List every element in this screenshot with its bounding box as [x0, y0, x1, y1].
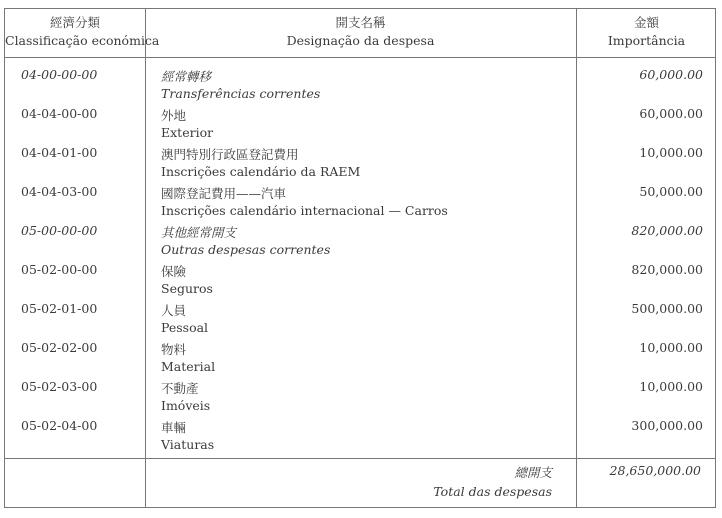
expense-table	[4, 8, 716, 508]
row-designation-zh: 保險	[161, 264, 187, 279]
row-code: 04-04-03-00	[21, 184, 98, 199]
row-code: 05-02-00-00	[21, 262, 98, 277]
total-amount: 28,650,000.00	[609, 463, 701, 478]
row-designation-pt: Exterior	[161, 125, 214, 140]
row-designation-pt: Transferências correntes	[161, 86, 321, 101]
row-designation-pt: Viaturas	[161, 437, 215, 452]
table-body	[5, 65, 717, 455]
total-label-pt: Total das despesas	[433, 484, 552, 499]
total-divider	[5, 458, 715, 459]
row-amount: 60,000.00	[639, 106, 703, 121]
row-designation-zh: 經常轉移	[161, 69, 212, 84]
header-classification	[5, 14, 160, 50]
header-classification-zh: 經濟分類	[49, 15, 100, 30]
header-divider	[5, 57, 715, 58]
header-amount-pt: Importância	[607, 33, 686, 48]
header-classification-pt: Classificação económica	[5, 33, 160, 48]
row-designation-zh: 外地	[161, 108, 187, 123]
header-amount	[576, 14, 717, 50]
row-amount: 10,000.00	[639, 340, 703, 355]
row-designation-zh: 物料	[161, 342, 187, 357]
table-row	[5, 104, 717, 143]
table-row	[5, 143, 717, 182]
header-designation-zh: 開支名稱	[335, 15, 386, 30]
table-row	[5, 65, 717, 104]
row-designation-pt: Imóveis	[161, 398, 211, 413]
row-code: 04-04-00-00	[21, 106, 98, 121]
total-label-zh: 總開支	[514, 465, 552, 480]
table-row	[5, 377, 717, 416]
row-amount: 500,000.00	[631, 301, 703, 316]
row-amount: 820,000.00	[631, 223, 703, 238]
row-code: 04-00-00-00	[21, 67, 98, 82]
row-designation-pt: Outras despesas correntes	[161, 242, 331, 257]
table-row	[5, 416, 717, 455]
table-row	[5, 260, 717, 299]
row-amount: 60,000.00	[639, 67, 703, 82]
row-amount: 10,000.00	[639, 379, 703, 394]
header-designation	[145, 14, 576, 50]
row-amount: 820,000.00	[631, 262, 703, 277]
row-code: 05-02-02-00	[21, 340, 98, 355]
row-amount: 300,000.00	[631, 418, 703, 433]
row-designation-pt: Inscrições calendário da RAEM	[161, 164, 361, 179]
row-code: 05-02-01-00	[21, 301, 98, 316]
table-row	[5, 338, 717, 377]
row-code: 04-04-01-00	[21, 145, 98, 160]
row-designation-zh: 不動產	[161, 381, 199, 396]
row-designation-pt: Material	[161, 359, 216, 374]
table-row	[5, 299, 717, 338]
header-amount-zh: 金額	[633, 15, 659, 30]
table-row	[5, 182, 717, 221]
row-designation-pt: Inscrições calendário internacional — Carros	[161, 203, 448, 218]
row-designation-zh: 車輛	[161, 420, 187, 435]
row-code: 05-00-00-00	[21, 223, 98, 238]
row-amount: 50,000.00	[639, 184, 703, 199]
row-code: 05-02-03-00	[21, 379, 98, 394]
row-designation-zh: 國際登記費用——汽車	[161, 186, 287, 201]
row-designation-zh: 澳門特別行政區登記費用	[161, 147, 299, 162]
row-designation-zh: 人員	[161, 303, 187, 318]
row-designation-pt: Seguros	[161, 281, 213, 296]
row-amount: 10,000.00	[639, 145, 703, 160]
row-designation-pt: Pessoal	[161, 320, 209, 335]
header-designation-pt: Designação da despesa	[286, 33, 435, 48]
row-designation-zh: 其他經常開支	[161, 225, 237, 240]
table-row	[5, 221, 717, 260]
row-code: 05-02-04-00	[21, 418, 98, 433]
